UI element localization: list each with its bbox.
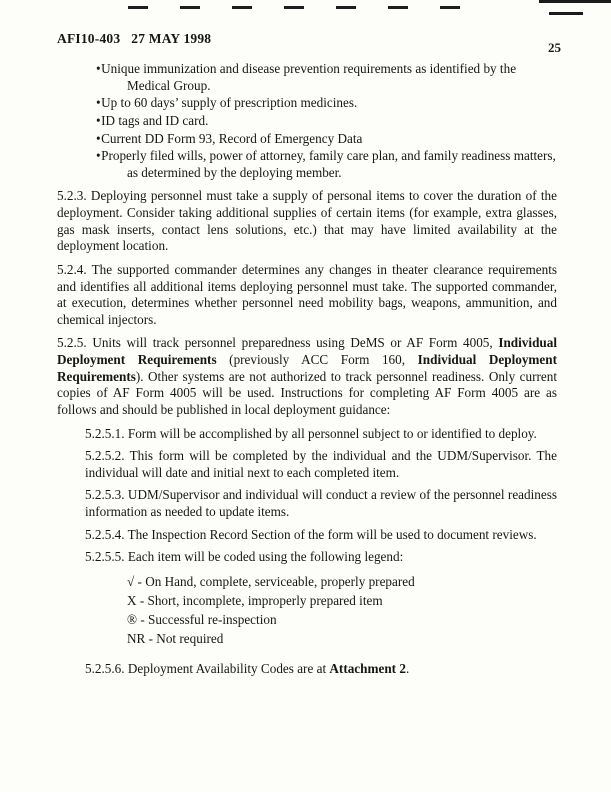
bullet-item-immunization: [57, 61, 557, 94]
document-number: AFI10-403: [57, 31, 121, 46]
paragraph-5-2-5-6-text: 5.2.5.6. Deployment Availability Codes are at: [85, 661, 330, 677]
legend-item-on-hand: √ - On Hand, complete, serviceable, properly prepared: [127, 573, 415, 589]
bullet-text: Unique immunization and disease prevention requirements as identified by the Medical Group.: [101, 61, 517, 93]
bullet-icon: •: [96, 61, 101, 76]
attachment-2-bold: Attachment 2: [329, 661, 406, 677]
bullet-icon: •: [96, 130, 101, 146]
legend-item-not-required: NR - Not required: [127, 631, 224, 647]
bullet-text: Properly filed wills, power of attorney, family care plan, and family readiness matters, as determined by the deploying member.: [101, 148, 556, 180]
bullet-item-dd-form-93: [57, 131, 557, 148]
paragraph-5-2-5-text: 5.2.5. Units will track personnel preparedness using DeMS or AF Form 4005,: [57, 335, 499, 351]
bullet-icon: •: [96, 148, 101, 164]
document-id: [57, 31, 211, 47]
bullet-icon: •: [96, 112, 101, 128]
paragraph-5-2-5-2: 5.2.5.2. This form will be completed by the individual and the UDM/Supervisor. The individual will date and initial next to each completed item.: [85, 448, 557, 480]
bullet-list: [57, 61, 557, 181]
paragraph-5-2-5: [57, 335, 557, 418]
form-160-title-bold: Individual Deployment Requirements: [57, 352, 558, 384]
form-4005-title-bold: Individual Deployment Requirements: [57, 335, 557, 367]
scan-artifact-corner-line: [539, 0, 611, 3]
document-date: 27 MAY 1998: [131, 31, 212, 46]
bullet-item-wills: [57, 148, 557, 181]
legend-list: [127, 572, 557, 649]
paragraph-5-2-5-6: [85, 661, 557, 678]
bullet-item-id-tags: [57, 113, 557, 130]
paragraph-5-2-5-1: 5.2.5.1. Form will be accomplished by all personnel subject to or identified to deploy.: [85, 425, 537, 441]
bullet-text: Up to 60 days’ supply of prescription medicines.: [101, 95, 358, 111]
paragraph-5-2-4: 5.2.4. The supported commander determines any changes in theater clearance requirements and identifies all additional items deploying personnel must take. The supported commander, at execution, determines whether personnel need mobility bags, weapons, ammunition, and chemical injectors.: [57, 261, 557, 327]
bullet-text: Current DD Form 93, Record of Emergency Data: [101, 130, 363, 146]
bullet-text: ID tags and ID card.: [101, 112, 209, 128]
paragraph-5-2-5-5: 5.2.5.5. Each item will be coded using the following legend:: [85, 549, 404, 565]
legend-item-reinspection: ® - Successful re-inspection: [127, 612, 277, 628]
paragraph-5-2-5-3: 5.2.5.3. UDM/Supervisor and individual will conduct a review of the personnel readiness information as needed to update items.: [85, 487, 557, 519]
paragraph-5-2-3: 5.2.3. Deploying personnel must take a supply of personal items to cover the duration of the deployment. Consider taking additional supplies of certain items (for example, extra glasses, gas mask inserts, contact lens solutions, etc.) that may have limited availability at the deployment location.: [57, 188, 557, 254]
bullet-icon: •: [96, 95, 101, 111]
document-body: [57, 61, 557, 684]
paragraph-5-2-5-4: 5.2.5.4. The Inspection Record Section of the form will be used to document reviews.: [85, 526, 537, 542]
scan-artifact-dashes: [128, 6, 484, 9]
paragraph-5-2-5-text: (previously ACC Form 160,: [216, 352, 418, 367]
scan-artifact-corner-line-2: [549, 12, 583, 15]
paragraph-5-2-5-text: ). Other systems are not authorized to track personnel readiness. Only current copies of AF Form 4005 will be used. Instructions for completing AF Form 4005 are as follows and should be published in local deployment guidance:: [57, 368, 557, 417]
page-header: [57, 31, 561, 56]
bullet-item-prescriptions: [57, 95, 557, 112]
paragraph-5-2-5-6-text: .: [405, 661, 410, 677]
page-number: 25: [548, 40, 561, 55]
legend-item-short: X - Short, incomplete, improperly prepared item: [127, 593, 383, 609]
